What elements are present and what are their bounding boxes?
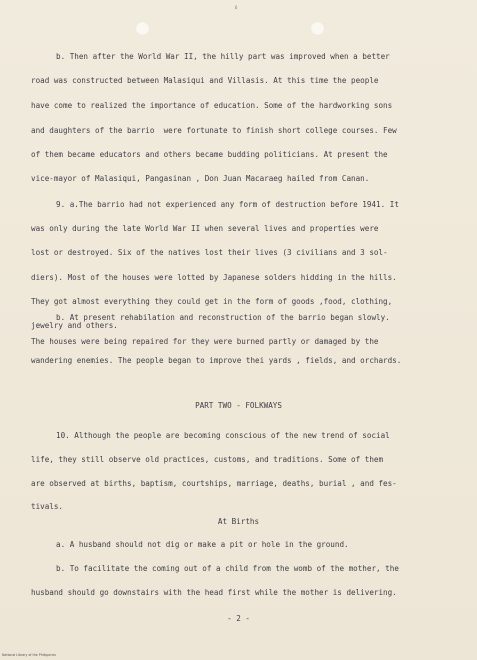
page-marker: 6 [235,5,238,10]
text-line: wandering enemies. The people began to improve thei yards , fields, and orchards. [31,356,402,365]
page-number: - 2 - [227,614,250,623]
text-line: vice-mayor of Malasiqui, Pangasinan , Don Juan Macaraeg hailed from Canan. [31,174,370,183]
text-line: are observed at births, baptism, courtships, marriage, deaths, burial , and fes- [31,479,397,488]
text-line: a. A husband should not dig or make a pit or hole in the ground. [56,540,349,549]
text-line: have come to realized the importance of education. Some of the hardworking sons [31,101,393,110]
text-line: 9. a.The barrio had not experienced any form of destruction before 1941. It [56,200,399,209]
text-line: diers). Most of the houses were lotted by Japanese solders hidding in the hills. [31,273,397,282]
text-line: of them became educators and others became budding politicians. At present the [31,150,388,159]
text-line: b. At present rehabilation and reconstruction of the barrio began slowly. [56,313,390,322]
punch-hole-left [135,21,150,36]
section-heading: PART TWO - FOLKWAYS [195,401,282,410]
subsection-heading: At Births [217,517,260,526]
text-line: The houses were being repaired for they were burned partly or damaged by the [31,337,379,346]
text-line: tivals. [31,502,64,511]
text-line: 10. Although the people are becoming conscious of the new trend of social [56,431,390,440]
text-line: life, they still observe old practices, customs, and traditions. Some of them [31,455,384,464]
text-line: b. To facilitate the coming out of a child from the womb of the mother, the [56,564,399,573]
punch-hole-right [310,21,325,36]
text-line: lost or destroyed. Six of the natives lost their lives (3 civilians and 3 sol- [31,248,388,257]
text-line: They got almost everything they could get in the form of goods ,food, clothing, [31,297,393,306]
footer-text: National Library of the Philippines [2,653,56,657]
text-line: road was constructed between Malasiqui and Villasis. At this time the people [31,76,379,85]
text-line: husband should go downstairs with the head first while the mother is delivering. [31,588,397,597]
text-line: and daughters of the barrio were fortunate to finish short college courses. Few [31,126,397,135]
text-line: jewelry and others. [31,321,118,330]
text-line: b. Then after the World War II, the hilly part was improved when a better [56,52,390,61]
text-line: was only during the late World War II when several lives and properties were [31,224,379,233]
